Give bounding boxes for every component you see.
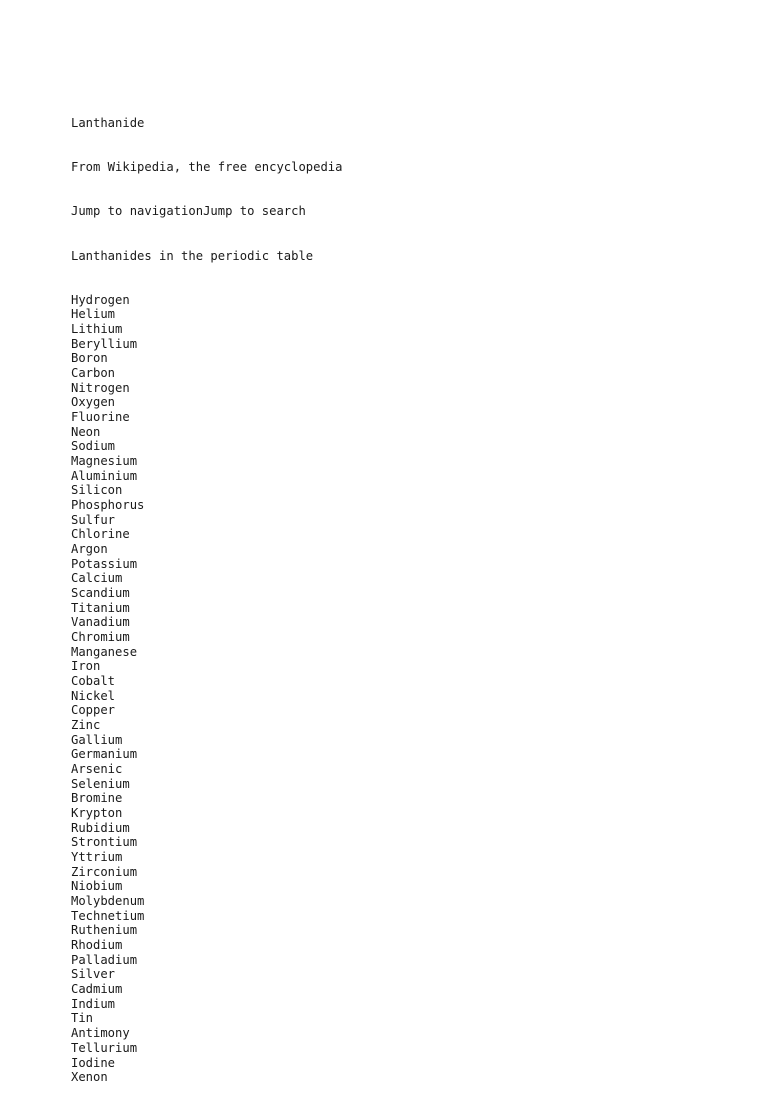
element-link-silicon[interactable]: Silicon <box>71 483 123 498</box>
element-link-indium[interactable]: Indium <box>71 996 116 1011</box>
element-link-arsenic[interactable]: Arsenic <box>71 762 123 777</box>
element-link-krypton[interactable]: Krypton <box>71 806 123 821</box>
element-link-gallium[interactable]: Gallium <box>71 732 123 747</box>
element-link-selenium[interactable]: Selenium <box>71 776 130 791</box>
element-link-rhodium[interactable]: Rhodium <box>71 938 123 953</box>
element-link-boron[interactable]: Boron <box>71 351 108 366</box>
element-link-iodine[interactable]: Iodine <box>71 1055 116 1070</box>
element-link-chlorine[interactable]: Chlorine <box>71 527 130 542</box>
element-link-cobalt[interactable]: Cobalt <box>71 674 116 689</box>
element-link-silver[interactable]: Silver <box>71 967 116 982</box>
element-link-titanium[interactable]: Titanium <box>71 600 130 615</box>
element-link-calcium[interactable]: Calcium <box>71 571 123 586</box>
element-link-helium[interactable]: Helium <box>71 307 116 322</box>
element-link-chromium[interactable]: Chromium <box>71 630 130 645</box>
element-link-nitrogen[interactable]: Nitrogen <box>71 380 130 395</box>
element-link-zinc[interactable]: Zinc <box>71 718 101 733</box>
element-link-aluminium[interactable]: Aluminium <box>71 468 138 483</box>
element-link-phosphorus[interactable]: Phosphorus <box>71 497 145 512</box>
infobox-caption: Lanthanides in the periodic table <box>71 248 314 263</box>
element-link-germanium[interactable]: Germanium <box>71 747 138 762</box>
element-link-neon[interactable]: Neon <box>71 424 101 439</box>
element-link-zirconium[interactable]: Zirconium <box>71 864 138 879</box>
element-link-scandium[interactable]: Scandium <box>71 586 130 600</box>
element-link-technetium[interactable]: Technetium <box>71 908 145 923</box>
element-list <box>71 293 343 1085</box>
element-link-tellurium[interactable]: Tellurium <box>71 1040 138 1055</box>
element-link-carbon[interactable]: Carbon <box>71 365 116 380</box>
element-link-antimony[interactable]: Antimony <box>71 1026 130 1041</box>
jump-links <box>71 204 343 219</box>
element-link-beryllium[interactable]: Beryllium <box>71 336 138 351</box>
element-link-iron[interactable]: Iron <box>71 659 101 674</box>
element-link-potassium[interactable]: Potassium <box>71 556 138 571</box>
element-link-vanadium[interactable]: Vanadium <box>71 615 130 630</box>
element-link-xenon[interactable]: Xenon <box>71 1070 108 1085</box>
article-text <box>71 87 343 1100</box>
element-link-sulfur[interactable]: Sulfur <box>71 512 116 527</box>
element-link-argon[interactable]: Argon <box>71 541 108 556</box>
element-link-manganese[interactable]: Manganese <box>71 644 138 659</box>
jump-to-navigation-link[interactable]: Jump to navigation <box>71 204 204 219</box>
site-tagline: From Wikipedia, the free encyclopedia <box>71 160 343 175</box>
element-link-cadmium[interactable]: Cadmium <box>71 982 123 997</box>
element-link-yttrium[interactable]: Yttrium <box>71 850 123 865</box>
element-link-rubidium[interactable]: Rubidium <box>71 820 130 835</box>
element-link-lithium[interactable]: Lithium <box>71 321 123 336</box>
element-link-fluorine[interactable]: Fluorine <box>71 409 130 424</box>
page-title: Lanthanide <box>71 116 145 131</box>
element-link-palladium[interactable]: Palladium <box>71 952 138 967</box>
element-link-strontium[interactable]: Strontium <box>71 835 138 850</box>
element-link-ruthenium[interactable]: Ruthenium <box>71 923 138 938</box>
element-link-magnesium[interactable]: Magnesium <box>71 453 138 468</box>
element-link-nickel[interactable]: Nickel <box>71 688 116 703</box>
element-link-molybdenum[interactable]: Molybdenum <box>71 894 145 909</box>
element-link-tin[interactable]: Tin <box>71 1011 94 1026</box>
element-link-copper[interactable]: Copper <box>71 703 116 718</box>
element-link-niobium[interactable]: Niobium <box>71 879 123 894</box>
element-link-bromine[interactable]: Bromine <box>71 791 123 806</box>
jump-to-search-link[interactable]: Jump to search <box>203 204 306 219</box>
element-link-hydrogen[interactable]: Hydrogen <box>71 292 130 307</box>
element-link-sodium[interactable]: Sodium <box>71 439 116 454</box>
element-link-oxygen[interactable]: Oxygen <box>71 395 116 410</box>
